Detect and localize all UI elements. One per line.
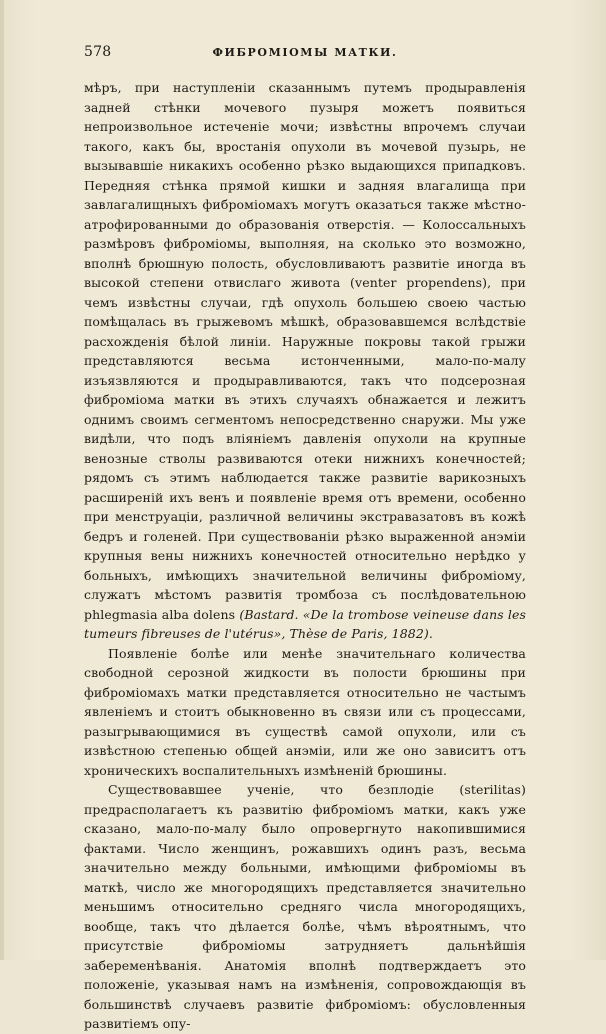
running-title: ФИБРОМІОМЫ МАТКИ. xyxy=(212,46,398,59)
citation: (Bastard. «De la trombose veineuse dans les tumeurs fibreuses de l'utérus», Thèse de Paris, 1882). xyxy=(84,606,527,641)
body-text xyxy=(84,78,526,1034)
paragraph-1 xyxy=(84,78,526,644)
page-number: 578 xyxy=(84,44,112,60)
paragraph-1-text: мѣръ, при наступленіи сказаннымъ путемъ продыравленія задней стѣнки мочевого пузыря можетъ появиться непроизвольное истеченіе мочи; извѣстны впрочемъ случаи такого, какъ бы, вростанія опухоли въ мочевой пузырь, не вызывавшіе никакихъ особенно рѣзко выдающихся припадковъ. Передняя стѣнка прямой кишки и задняя влагалища при завлагалищныхъ фиброміомахъ могутъ оказаться также мѣстно-атрофированными до образованія отверстія. — Колоссальныхъ размѣровъ фиброміомы, выполняя, на сколько это возможно, вполнѣ брюшную полость, обусловливаютъ развитіе иногда въ высокой степени отвислаго живота (venter propendens), при чемъ извѣстны случаи, гдѣ опухоль большею своею частью помѣщалась въ грыжевомъ мѣшкѣ, образовавшемся вслѣдствіе расхожденія бѣлой линіи. Наружные покровы такой грыжи представляются весьма истонченными, мало-по-малу изъязвляются и продыравливаются, такъ что подсерозная фиброміома матки въ этихъ случаяхъ обнажается и лежитъ однимъ своимъ сегментомъ непосредственно снаружи. Мы уже видѣли, что подъ вліяніемъ давленія опухоли на крупные венозные стволы развиваются отеки нижнихъ конечностей; рядомъ съ этимъ наблюдается также развитіе варикозныхъ расширеній ихъ венъ и появленіе время отъ времени, особенно при менструаціи, различной величины экстравазатовъ въ кожѣ бедръ и голеней. При существованіи рѣзко выраженной анэміи крупныя вены нижнихъ конечностей относительно нерѣдко у больныхъ, имѣющихъ значительной величины фиброміому, служатъ мѣстомъ развитія тромбоза съ послѣдовательною phlegmasia alba dolens xyxy=(84,80,526,622)
paragraph-3: Существовавшее ученіе, что безплодіе (sterilitas) предрасполагаетъ къ развитію фиброміомъ матки, какъ уже сказано, мало-по-малу было опровергнуто накопившимися фактами. Число женщинъ, рожавшихъ одинъ разъ, весьма значительно между больными, имѣющими фиброміомы въ маткѣ, число же многородящихъ представляется значительно меньшимъ относительно средняго числа многородящихъ, вообще, такъ что дѣлается болѣе, чѣмъ вѣроятнымъ, что присутствіе фиброміомы затрудняетъ дальнѣйшія забеременѣванія. Анатомія вполнѣ подтверждаетъ это положеніе, указывая намъ на измѣненія, сопровождающія въ большинствѣ случаевъ развитіе фиброміомъ: обусловленныя развитіемъ опу- xyxy=(84,782,526,1031)
page-gutter-edge xyxy=(0,0,4,960)
page-header xyxy=(84,44,526,64)
paragraph-2: Появленіе болѣе или менѣе значительнаго количества свободной серозной жидкости въ полости брюшины при фиброміомахъ матки представляется относительно не частымъ явленіемъ и стоитъ обыкновенно въ связи или съ процессами, разыгрывающимися въ существѣ самой опухоли, или съ извѣстною степенью общей анэміи, или же оно зависитъ отъ хроническихъ воспалительныхъ измѣненій брюшины. xyxy=(84,645,526,778)
